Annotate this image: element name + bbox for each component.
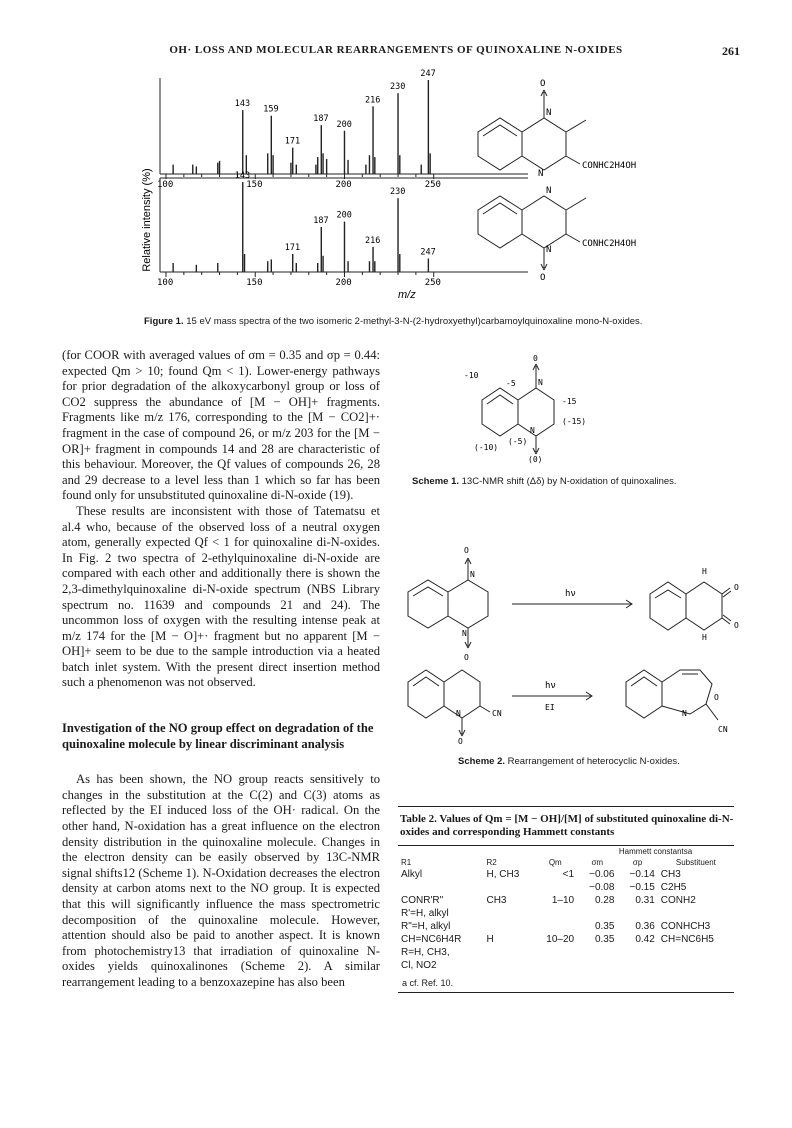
table-cell: −0.15 <box>629 882 655 893</box>
scheme2-structures <box>400 536 740 746</box>
structure-bottom <box>478 196 586 270</box>
structure-top <box>478 90 586 170</box>
s2-o-top: O <box>464 546 469 555</box>
table-cell: R'=H, alkyl <box>401 908 449 919</box>
top-n2: N <box>538 169 544 179</box>
table-row <box>398 894 734 907</box>
table-cell: 0.42 <box>635 934 655 945</box>
table-cell: 1–10 <box>551 895 575 906</box>
table-row <box>398 907 734 920</box>
table-row <box>398 881 734 894</box>
table-cell: 0.31 <box>635 895 655 906</box>
y-axis-label: Relative intensity (%) <box>141 168 153 272</box>
s2-cn1: CN <box>492 709 502 718</box>
peak-label: 143 <box>234 171 251 181</box>
peak-label: 187 <box>313 114 329 125</box>
table-row <box>398 868 734 881</box>
table-cell <box>617 946 657 959</box>
table-cell <box>483 881 533 894</box>
table-cell <box>483 959 533 972</box>
paragraph-1: (for COOR with averaged values of σm = 0.35 and σp = 0.44: expected Qm > 10; found Qm < 1). Lower-energy pathways for prior degradation of the alkoxycarbonyl group or loss of CO2 suppress the abundance of [M − OH]+ fragments. Fragments like m/z 176, corresponding to the [M − CO2]+· fragment in the case of compound 26, or m/z 203 for the [M − OR]+ fragment in compounds 14 and 28 are characteristic of this behaviour. Moreover, the Qf values of compounds 26, 28 and 29 decrease to a level less than 1 which so far has been found only for unsubstituted quinoxaline di-N-oxide (19). <box>62 348 380 503</box>
scheme1-caption-label: Scheme 1. <box>412 476 459 487</box>
hammett-header: Hammett constantsa <box>618 847 693 856</box>
table-cell: R=H, CH3, <box>401 947 450 958</box>
table2-footnote: a cf. Ref. 10. <box>402 978 454 988</box>
tick-label: 250 <box>424 278 441 288</box>
peak-label: 247 <box>420 247 436 258</box>
s2-h-bottom: H <box>702 633 707 642</box>
s2-cn2: CN <box>718 725 728 734</box>
paragraph-2: These results are inconsistent with those of Tatematsu et al.4 who, because of the observed loss of a neutral oxygen atom, generally expected Qf < 1 for quinoxaline di-N-oxides. In Fig. 2 two spectra of 2-ethylquinoxaline di-N-oxide are compared with each other and additionally there is shown the 2,3-dimethylquinoxaline di-N-oxide spectrum (NBS Library spectrum no. 11639 and compounds 21 and 24). The uncommon loss of oxygen with the resulting intense peak at m/z 174 for the [M − O]+· fragment but no apparent [M − OH]+ seem to be due to the sample introduction via a heated batch inlet system. With the present direct insertion method such a phenomenon was not observed. <box>62 503 380 690</box>
table-cell: −0.08 <box>589 882 615 893</box>
table-cell <box>577 907 617 920</box>
paragraph-3: As has been shown, the NO group reacts sensitively to changes in the substitution at the C(2) and C(3) atoms as reflected by the EI induced loss of the OH· radical. On the other hand, N-oxidation has a great influence on the electron density distribution in the quinoxaline molecule. Changes in the electron density can be easily observed by 13C-NMR signal shifts12 (Scheme 1). N-Oxidation decreases the electron density at carbon atoms next to the NO group. It is expected that this will significantly influence the mass spectrometric decomposition of the quinoxaline molecule. However, attention should also be paid to another aspect. It is known from photochemistry13 that irradiation of quinoxaline N-oxides yields quinoxalinones (Scheme 2). A similar rearrangement leading to a benzoxazepine has also been <box>62 772 380 989</box>
table-cell <box>533 959 577 972</box>
s2-n-quinoline: N <box>456 709 461 718</box>
table-cell: 0.36 <box>635 921 655 932</box>
section-heading: Investigation of the NO group effect on degradation of the quinoxaline molecule by linear discriminant analysis <box>62 721 374 751</box>
s2-n-top: N <box>470 570 475 579</box>
peak-label: 216 <box>365 95 381 106</box>
bottom-axis-ticks <box>157 272 441 288</box>
table-cell <box>577 959 617 972</box>
table-cell: CONH2 <box>660 895 696 906</box>
scheme1-label-m10: -10 <box>464 371 479 380</box>
s2-n-bottom: N <box>462 629 467 638</box>
table-cell <box>483 907 533 920</box>
peak-label: 200 <box>336 119 352 130</box>
table-cell: H <box>486 934 494 945</box>
tick-label: 100 <box>157 278 174 288</box>
table2-grid <box>398 846 734 972</box>
top-oxide-o: O <box>540 79 546 89</box>
table-cell: H, CH3 <box>486 869 520 880</box>
table-cell <box>483 920 533 933</box>
table-cell: Cl, NO2 <box>401 960 437 971</box>
bottom-n1: N <box>546 186 552 196</box>
table-cell: 0.28 <box>594 895 615 906</box>
table-cell: R"=H, alkyl <box>401 921 451 932</box>
table-cell: −0.14 <box>629 869 655 880</box>
tick-label: 150 <box>246 278 263 288</box>
table-row <box>398 933 734 946</box>
table-cell: CH3 <box>486 895 507 906</box>
table-cell <box>658 907 734 920</box>
peak-label: 230 <box>390 187 406 198</box>
s2-o-ketone2: O <box>734 621 739 630</box>
peak-label: 159 <box>263 104 279 115</box>
table2-col-header: σp <box>632 858 643 867</box>
table-cell: Alkyl <box>401 869 423 880</box>
s2-h-top: H <box>702 567 707 576</box>
scheme1-caption-text: 13C-NMR shift (Δδ) by N-oxidation of quinoxalines. <box>461 476 677 487</box>
table-cell: CH3 <box>660 869 681 880</box>
scheme1-label-n-bottom: N <box>530 426 535 435</box>
table2 <box>398 806 734 993</box>
tick-label: 150 <box>246 180 263 190</box>
s2-hv2: hν <box>545 681 556 691</box>
table-cell <box>483 946 533 959</box>
peak-label: 171 <box>284 136 301 147</box>
running-head: OH· LOSS AND MOLECULAR REARRANGEMENTS OF QUINOXALINE N-OXIDES <box>169 44 623 56</box>
scheme1-label-m5: -5 <box>506 379 516 388</box>
bottom-n2: N <box>546 245 552 255</box>
scheme2-caption-label: Scheme 2. <box>458 756 505 767</box>
table-cell: CH=NC6H5 <box>660 934 714 945</box>
scheme1-structure <box>464 352 610 464</box>
table2-header-row <box>398 857 734 868</box>
table-cell <box>577 946 617 959</box>
s2-o-quinoline: O <box>458 737 463 746</box>
left-column <box>62 348 380 991</box>
table-cell <box>533 920 577 933</box>
table-cell: CONR'R" <box>401 895 444 906</box>
table-row <box>398 959 734 972</box>
scheme1-label-pm5: (-5) <box>508 437 528 446</box>
peak-label: 216 <box>365 235 381 246</box>
table-cell: CONHCH3 <box>660 921 711 932</box>
figure1-caption <box>144 316 684 328</box>
table-cell: 0.35 <box>594 921 615 932</box>
top-substituent: CONHC2H4OH <box>582 161 637 171</box>
table-cell <box>617 907 657 920</box>
s2-hv1: hν <box>565 589 576 599</box>
top-n1: N <box>546 108 552 118</box>
x-axis-label: m/z <box>398 289 416 301</box>
peak-label: 247 <box>420 69 436 79</box>
table-cell <box>398 881 483 894</box>
scheme1-label-p0: (0) <box>528 455 543 464</box>
table-cell <box>533 907 577 920</box>
table-row <box>398 946 734 959</box>
table-cell <box>658 946 734 959</box>
bottom-substituent: CONHC2H4OH <box>582 239 637 249</box>
top-peak-labels <box>235 69 436 147</box>
table-cell: <1 <box>562 869 575 880</box>
table-cell: 0.35 <box>594 934 615 945</box>
table2-body <box>398 868 734 972</box>
table-cell: −0.06 <box>589 869 615 880</box>
scheme2-caption <box>458 756 680 767</box>
page-header <box>0 44 792 64</box>
tick-label: 100 <box>157 180 174 190</box>
peak-label: 187 <box>313 216 329 226</box>
table2-col-header: Qm <box>548 858 562 867</box>
table-cell <box>533 946 577 959</box>
table2-col-header: R1 <box>401 858 412 867</box>
peak-label: 143 <box>234 99 251 110</box>
page-number: 261 <box>722 44 740 58</box>
bottom-oxide-o: O <box>540 273 546 283</box>
scheme1-caption <box>412 476 677 487</box>
scheme1-label-pm15: (-15) <box>562 417 587 426</box>
table-cell <box>533 881 577 894</box>
scheme1-label-pm10: (-10) <box>474 443 499 452</box>
top-spectrum-bars <box>173 80 430 174</box>
figure1-caption-label: Figure 1. <box>144 316 184 327</box>
table2-col-header: σm <box>591 858 604 867</box>
s2-ei: EI <box>545 703 555 712</box>
scheme1-label-o-top: 0 <box>533 354 538 363</box>
figure1-spectra <box>128 70 668 310</box>
table-cell: CH=NC6H4R <box>401 934 462 945</box>
s2-n-ring: N <box>682 709 687 718</box>
s2-o-bottom: O <box>464 653 469 662</box>
scheme2-caption-text: Rearrangement of heterocyclic N-oxides. <box>507 756 680 767</box>
s2-o-ketone1: O <box>734 583 739 592</box>
tick-label: 250 <box>424 180 441 190</box>
scheme1-label-n-top: N <box>538 378 543 387</box>
table-cell: 10–20 <box>546 934 575 945</box>
peak-label: 171 <box>284 243 301 253</box>
s2-o-ring: O <box>714 693 719 702</box>
table2-title: Table 2. Values of Qm = [M − OH]/[M] of substituted quinoxaline di-N-oxides and corresponding Hammett constants <box>400 813 734 838</box>
peak-label: 230 <box>390 82 406 93</box>
table2-col-header: Substituent <box>675 858 716 867</box>
table-cell <box>658 959 734 972</box>
table2-col-header: R2 <box>486 858 497 867</box>
tick-label: 200 <box>335 278 352 288</box>
table-row <box>398 920 734 933</box>
scheme1-label-m15: -15 <box>562 397 577 406</box>
table-cell <box>617 959 657 972</box>
table-cell: C2H5 <box>660 882 687 893</box>
figure1-caption-text: 15 eV mass spectra of the two isomeric 2-methyl-3-N-(2-hydroxyethyl)carbamoylquinoxaline mono-N-oxides. <box>186 316 643 327</box>
tick-label: 200 <box>335 180 352 190</box>
peak-label: 200 <box>336 210 352 221</box>
